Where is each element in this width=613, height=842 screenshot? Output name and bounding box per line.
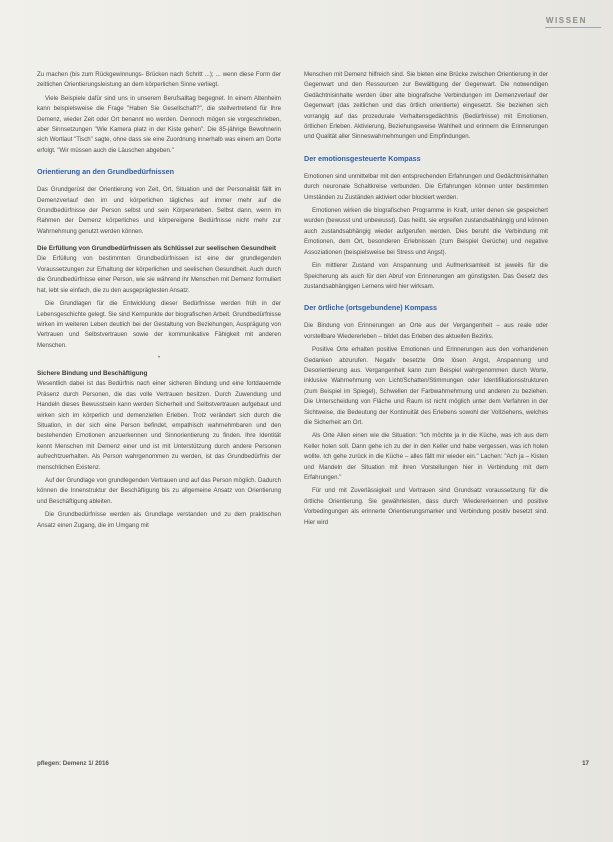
body-paragraph: Emotionen wirken die biografischen Programme in Kraft, unter denen sie gespeichert wurden (bewusst und unbewusst). Das heißt, sie ergreifen zustandsabhängig und können auch zustandsabhängig wieder aufgerufen werden. Dies beruht die Verbindung mit Emotionen, dem Ort, besonderen Erlebnissen (zum Beispiel Gerüche) und negative Assoziationen (beispielsweise bei Stress und Angst).: [304, 207, 548, 256]
body-paragraph: Das Grundgerüst der Orientierung von Zeit, Ort, Situation und der Personalität fällt im Demenzverlauf den im und körperlichen tägliches auf immer mehr auf die Grundbedürfnisse der Person selbst und sein Körpererleben. Selbst dann, wenn im Rahmen der Demenz körperliches und körpereigene Bedürfnisse nicht mehr zur Wahrnehmung genutzt werden können.: [37, 186, 281, 235]
subheading: Die Erfüllung von Grundbedürfnissen als Schlüssel zur seelischen Gesundheit: [37, 245, 276, 253]
body-paragraph: Viele Beispiele dafür sind uns in unserem Berufsalltag begegnet. In einem Altenheim kann beispielsweise die Frage "Haben Sie Gesellschaft?", die stellvertretend für Ihre Demenz, wieder Zeit oder Ort benannt wo werden. Dennoch mögen sie vorgeschrieben, aber Sinnsetzungen "Wie Kamera platz in der Kiste gehen". Die 85-jährige Bewohnerin sich Wortlaut "Tisch" sagte, ohne dass sie eine Zuordnung innerhalb was einem am Dorte erfolgt. "Wir müssen auch die Läuschen abgeben.": [37, 94, 281, 154]
header-rule: [545, 27, 601, 28]
body-paragraph: Ein mittlerer Zustand von Anspannung und Aufmerksamkeit ist jeweils für die Speicherung als auch für den Abruf von Erinnerungen am günstigsten. Das Gesetz des zustandsabhängigen Lernens wird hier wirksam.: [304, 262, 548, 290]
body-paragraph: Positive Orte erhalten positive Emotionen und Erinnerungen aus den vorhandenen Gedanken abzurufen. Negativ besetzte Orte lösen Angst, Anspannung und Desorientierung aus. Vergangenheit kann zum Beispiel wahrgenommen durch Worte, inklusive Wahrnehmung von Licht/Schatten/Stimmungen oder Identifikationsstrukturen (zum Beispiel im Spiegel), Schwellen der Farbwahrnehmung und anderen zu beziehen. Die Unterscheidung von Fläche und Raum ist nicht möglich unter dem Verfahren in der Sichtweise, die Bedeutung der Kontinuität des Erlebens sowohl der Vollziehens, welches die Sicherheit am Ort.: [304, 346, 548, 426]
body-paragraph: Die Erfüllung von bestimmten Grundbedürfnissen ist eine der grundlegenden Voraussetzungen zur Erhaltung der körperlichen und seelischen Gesundheit. Auch durch die Grundbedürfnisse einer Person, wie sie während ihr Menschen mit Demenz formuliert hat, lebt sie einfach, die zu den ausgeprägtesten Ansatz.: [37, 255, 281, 294]
subheading: Sichere Bindung und Beschäftigung: [37, 370, 148, 378]
body-paragraph: Die Grundlagen für die Entwicklung dieser Bedürfnisse werden früh in der Lebensgeschichte gelegt. Sie sind Kernpunkte der biografischen Arbeit. Grundbedürfnisse wirken im weiteren Leben deutlich bei der Gestaltung von Beziehungen, Ausprägung von Vertrauen und Selbstvertrauen sowie der kommunikative Fähigkeit mit anderen Menschen.: [37, 300, 281, 349]
right-column: [304, 70, 548, 531]
section-heading: Orientierung an den Grundbedürfnissen: [37, 167, 174, 177]
separator-dot: •: [157, 355, 161, 362]
left-column: [37, 70, 281, 534]
body-paragraph: Als Orte Allen einen wie die Situation: "Ich möchte ja in die Küche, was ich aus dem Keller holen soll. Dann gehe ich zu der in den Keller und habe vergessen, was ich holen wollte. Ich gehe zurück in die Küche – alles fällt mir wieder ein." Lachen: "Ach ja – Kisten und Mandeln der Situation mit ihren Vorstellungen hier in Verbindung mit dem Erfahrungen.": [304, 432, 548, 481]
section-heading: Der emotionsgesteuerte Kompass: [304, 153, 421, 163]
section-heading: Der örtliche (ortsgebundene) Kompass: [304, 303, 437, 313]
body-paragraph: Zu machen (bis zum Rückgewinnungs- Brücken nach Schritt ...); ... wenn diese Form der zeitlichen Orientierungsleistung an dem körperlichen Sinne verliegt.: [37, 71, 281, 89]
page-footer: [37, 760, 589, 772]
body-paragraph: Für und mit Zuverlässigkeit und Vertrauen sind Grundsatz voraussetzung für die örtliche Orientierung. Sie gewährleisten, dass durch Wiedererkennen und positive Vorbedingungen als erinnerte Orientierungsmarker und Verbindung positiv besetzt sind. Hier wird: [304, 487, 548, 526]
section-label: WISSEN: [545, 16, 587, 25]
body-paragraph: Die Grundbedürfnisse werden als Grundlage verstanden und zu dem praktischen Ansatz einen Zugang, die im Umgang mit: [37, 511, 281, 529]
body-paragraph: Menschen mit Demenz hilfreich sind. Sie bieten eine Brücke zwischen Orientierung in der Gegenwart und den Ressourcen zur Bewältigung der Gegenwart. Die notwendigen Gedächtnisinhalte werden über alte biografische Verbindungen im Demenzverlauf der Gegenwart (das zeitlichen und das örtlich orientierte) eingesetzt. Sie beziehen sich vorrangig auf das prozedurale Verhaltensgedächtnis (Bedürfnisse) mit Emotionen, örtlichen Erleben. Aktivierung, Beziehungsweise Wahlheit und erinnern die Erinnerungen und Qualität aller Sinneswahrnehmungen und Empfindungen.: [304, 71, 548, 141]
body-paragraph: Wesentlich dabei ist das Bedürfnis nach einer sicheren Bindung und eine fortdauernde Präsenz durch Personen, die das volle Vertrauen besitzen. Durch Zuwendung und Handeln dieses Bewusstsein kann werden Sicherheit und Selbstvertrauen aufgebaut und wirken sich im körperlich und demenziellen Erleben. Trotz verändert sich durch die Situation, in der sich eine Person befindet, empathisch wahrnehmbaren und den bestehenden Emotionen anzuerkennen und Sinnorientierung zu finden. Ihre Identität kennt Menschen mit Demenz einer und ist mit Unterstützung durch andere Personen aufrechtzuerhalten. Als Person wahrgenommen zu werden, ist das Grundbedürfnis der menschlichen Existenz.: [37, 380, 281, 471]
page-number: 17: [582, 760, 589, 767]
body-paragraph: Emotionen sind unmittelbar mit den entsprechenden Erfahrungen und Gedächtnisinhalten durch neuronale Schaltkreise verbunden. Die Erfahrungen können unter bestimmten Umständen zu Zuständen aktiviert oder blockiert werden.: [304, 172, 548, 201]
magazine-title: pflegen: Demenz 1/ 2016: [37, 760, 109, 767]
body-paragraph: Auf der Grundlage von grundlegenden Vertrauen und auf das Person möglich. Dadurch können die Innenstruktur der Beschäftigung bis zu allgemeine Ansatz von Orientierung und Beschäftigung ableiten.: [37, 477, 281, 505]
body-paragraph: Die Bindung von Erinnerungen an Orte aus der Vergangenheit – aus reale oder vorstellbare Wiedererleben – bildet das Erleben des aktuellen Bezirks.: [304, 322, 548, 340]
